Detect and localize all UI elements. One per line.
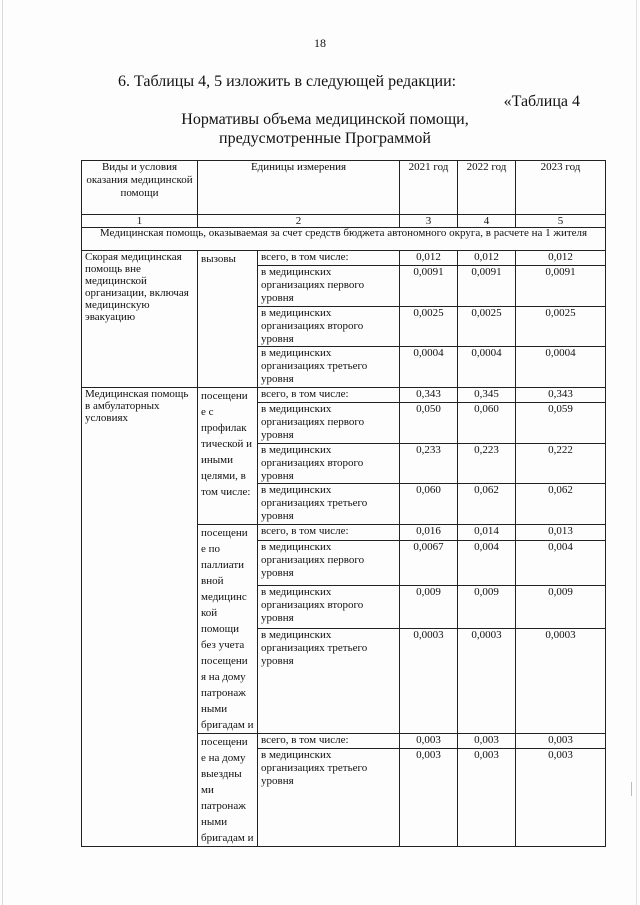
value-2021: 0,003 [400, 749, 458, 847]
value-2022: 0,345 [458, 388, 516, 403]
value-2021: 0,0004 [400, 347, 458, 388]
column-number: 2 [198, 215, 400, 228]
value-2022: 0,009 [458, 585, 516, 629]
value-2022: 0,0004 [458, 347, 516, 388]
row-label: всего, в том числе: [258, 251, 400, 266]
value-2022: 0,060 [458, 403, 516, 444]
row-label: в медицинских организациях второго уровня [258, 307, 400, 347]
value-2023: 0,003 [516, 734, 606, 749]
kind-cell-outpatient: Медицинская помощь в амбулаторных условиях [82, 388, 198, 847]
table-title: Нормативы объема медицинской помощи, предусмотренные Программой [181, 111, 469, 147]
value-2021: 0,003 [400, 734, 458, 749]
header-2022: 2022 год [458, 161, 516, 215]
row-label: в медицинских организациях третьего уровня [258, 749, 400, 847]
row-label: в медицинских организациях третьего уровня [258, 484, 400, 525]
value-2023: 0,004 [516, 541, 606, 586]
value-2023: 0,0025 [516, 307, 606, 347]
column-number: 1 [82, 215, 198, 228]
header-units: Единицы измерения [198, 161, 400, 215]
value-2021: 0,233 [400, 444, 458, 484]
value-2023: 0,009 [516, 585, 606, 629]
value-2021: 0,0067 [400, 541, 458, 586]
value-2022: 0,223 [458, 444, 516, 484]
section-label: Медицинская помощь, оказываемая за счет средств бюджета автономного округа, в расчете на 1 жителя [82, 228, 606, 251]
row-label: всего, в том числе: [258, 525, 400, 541]
row-label: в медицинских организациях первого уровня [258, 541, 400, 586]
value-2022: 0,062 [458, 484, 516, 525]
row-label: всего, в том числе: [258, 734, 400, 749]
row-label: в медицинских организациях третьего уровня [258, 629, 400, 734]
norms-table [81, 160, 606, 847]
scan-edge-left [2, 0, 3, 905]
value-2022: 0,003 [458, 734, 516, 749]
value-2023: 0,012 [516, 251, 606, 266]
value-2021: 0,0025 [400, 307, 458, 347]
kind-cell-ambulance: Скорая медицинская помощь вне медицинской организации, включая медицинскую эвакуацию [82, 251, 198, 388]
value-2023: 0,0003 [516, 629, 606, 734]
value-2022: 0,014 [458, 525, 516, 541]
value-2023: 0,003 [516, 749, 606, 847]
table-row [82, 251, 606, 266]
value-2023: 0,222 [516, 444, 606, 484]
table-label: «Таблица 4 [503, 93, 580, 110]
value-2021: 0,009 [400, 585, 458, 629]
scan-artifact [631, 782, 632, 796]
unit-cell-calls: вызовы [198, 251, 258, 388]
row-label: всего, в том числе: [258, 388, 400, 403]
section-row [82, 228, 606, 251]
page-number: 18 [314, 36, 326, 50]
column-number: 3 [400, 215, 458, 228]
header-kind: Виды и условия оказания медицинской помощи [82, 161, 198, 215]
table-header-row [82, 161, 606, 215]
row-label: в медицинских организациях третьего уровня [258, 347, 400, 388]
row-label: в медицинских организациях второго уровня [258, 585, 400, 629]
section-heading: 6. Таблицы 4, 5 изложить в следующей редакции: [118, 73, 457, 90]
header-2023: 2023 год [516, 161, 606, 215]
value-2021: 0,0091 [400, 266, 458, 307]
unit-cell-palliative-visits: посещени е по паллиати вной медицинс кой помощи без учета посещени я на дому патронаж ными бригадам и [198, 525, 258, 734]
value-2023: 0,0091 [516, 266, 606, 307]
row-label: в медицинских организациях первого уровня [258, 266, 400, 307]
value-2022: 0,004 [458, 541, 516, 586]
value-2023: 0,343 [516, 388, 606, 403]
value-2021: 0,016 [400, 525, 458, 541]
scan-edge-right [636, 0, 637, 905]
value-2023: 0,013 [516, 525, 606, 541]
value-2022: 0,0091 [458, 266, 516, 307]
value-2021: 0,343 [400, 388, 458, 403]
value-2021: 0,060 [400, 484, 458, 525]
column-number: 5 [516, 215, 606, 228]
value-2023: 0,059 [516, 403, 606, 444]
value-2021: 0,012 [400, 251, 458, 266]
value-2022: 0,0003 [458, 629, 516, 734]
unit-cell-home-visits: посещени е на дому выездны ми патронаж ными бригадам и [198, 734, 258, 847]
column-number: 4 [458, 215, 516, 228]
table-row [82, 388, 606, 403]
row-label: в медицинских организациях первого уровня [258, 403, 400, 444]
value-2022: 0,003 [458, 749, 516, 847]
value-2022: 0,012 [458, 251, 516, 266]
value-2023: 0,062 [516, 484, 606, 525]
value-2021: 0,050 [400, 403, 458, 444]
unit-cell-prophylactic-visits: посещени е с профилак тической и иными целями, в том числе: [198, 388, 258, 525]
header-2021: 2021 год [400, 161, 458, 215]
value-2022: 0,0025 [458, 307, 516, 347]
value-2021: 0,0003 [400, 629, 458, 734]
column-number-row [82, 215, 606, 228]
row-label: в медицинских организациях второго уровня [258, 444, 400, 484]
value-2023: 0,0004 [516, 347, 606, 388]
